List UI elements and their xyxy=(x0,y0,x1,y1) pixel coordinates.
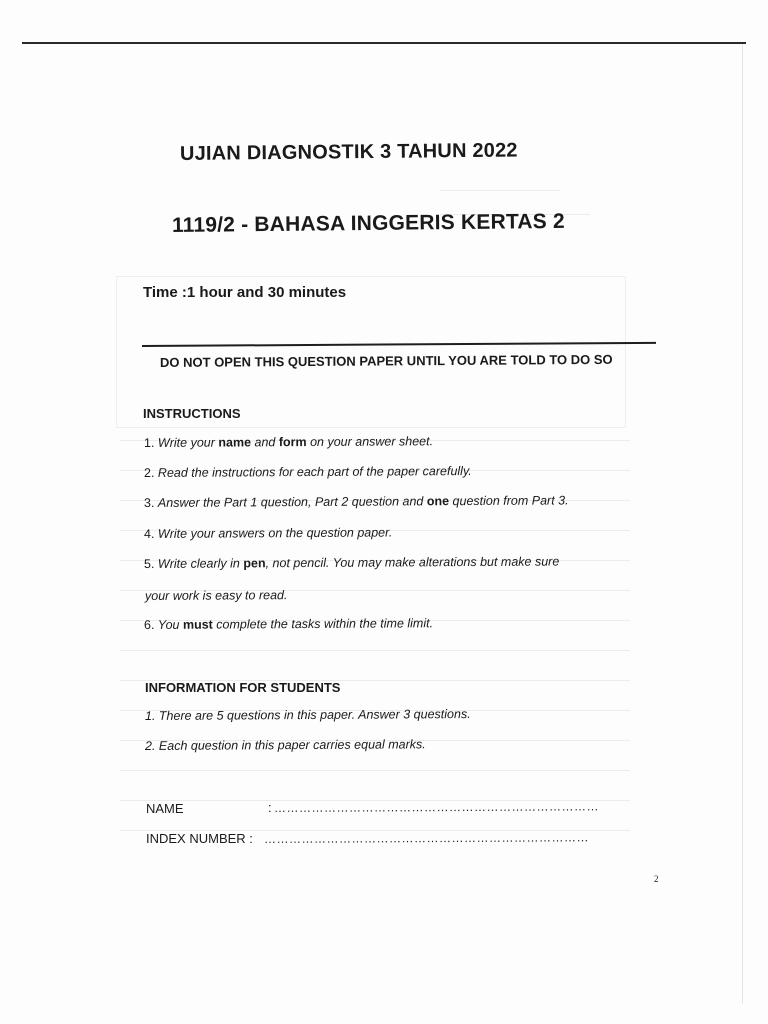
item-number: 1. xyxy=(143,435,158,450)
emphasis-text: name xyxy=(218,435,252,450)
instruction-item xyxy=(144,616,433,632)
paper-subtitle: 1119/2 - BAHASA INGGERIS KERTAS 2 xyxy=(171,209,565,237)
item-text: and xyxy=(250,435,279,450)
name-answer-line[interactable]: …………………………………………………………………… xyxy=(273,799,600,815)
item-text: Answer the Part 1 question, Part 2 question and xyxy=(157,494,427,510)
name-colon: : xyxy=(268,800,272,815)
emphasis-text: pen xyxy=(243,556,266,571)
item-text: question from Part 3. xyxy=(449,493,569,509)
item-text: Write your answers on the question paper. xyxy=(157,525,393,541)
information-item: 2. Each question in this paper carries equal marks. xyxy=(144,737,426,753)
instruction-item xyxy=(144,464,472,480)
item-number: 4. xyxy=(143,526,158,541)
item-text: complete the tasks within the time limit. xyxy=(212,616,434,632)
scan-edge-line xyxy=(742,44,743,1004)
index-number-answer-line[interactable]: …………………………………………………………………… xyxy=(263,830,590,846)
instruction-item xyxy=(144,554,559,571)
item-number: 2. xyxy=(143,465,158,480)
item-text: You xyxy=(157,617,183,632)
top-border-line xyxy=(22,42,746,44)
item-text: Read the instructions for each part of the paper carefully. xyxy=(157,463,472,480)
instruction-item xyxy=(144,525,392,541)
information-item: 1. There are 5 questions in this paper. Answer 3 questions. xyxy=(144,707,471,723)
emphasis-text: one xyxy=(426,494,450,509)
page-number: 2 xyxy=(654,874,659,884)
emphasis-text: form xyxy=(278,435,307,450)
instruction-item xyxy=(145,588,288,603)
exam-title: UJIAN DIAGNOSTIK 3 TAHUN 2022 xyxy=(179,139,518,165)
item-text: your work is easy to read. xyxy=(144,588,288,603)
name-label: NAME xyxy=(146,801,184,816)
emphasis-text: must xyxy=(182,617,213,632)
show-through-line xyxy=(120,770,630,771)
do-not-open-warning: DO NOT OPEN THIS QUESTION PAPER UNTIL YOU ARE TOLD TO DO SO xyxy=(159,351,613,370)
show-through-line xyxy=(120,650,630,651)
item-number: 3. xyxy=(143,495,158,510)
time-allowed: Time :1 hour and 30 minutes xyxy=(143,284,347,301)
index-number-label: INDEX NUMBER : xyxy=(146,831,253,846)
item-number: 5. xyxy=(143,556,158,571)
item-text: Write your xyxy=(157,435,219,450)
instruction-item xyxy=(144,493,569,510)
item-text: , not pencil. You may make alterations but make sure xyxy=(265,554,560,571)
instruction-item xyxy=(144,434,433,450)
instructions-heading: INSTRUCTIONS xyxy=(143,406,241,421)
information-heading: INFORMATION FOR STUDENTS xyxy=(145,680,341,695)
item-text: Write clearly in xyxy=(157,556,244,571)
item-number: 6. xyxy=(143,617,158,632)
show-through-line xyxy=(440,190,560,191)
item-text: on your answer sheet. xyxy=(306,434,434,450)
